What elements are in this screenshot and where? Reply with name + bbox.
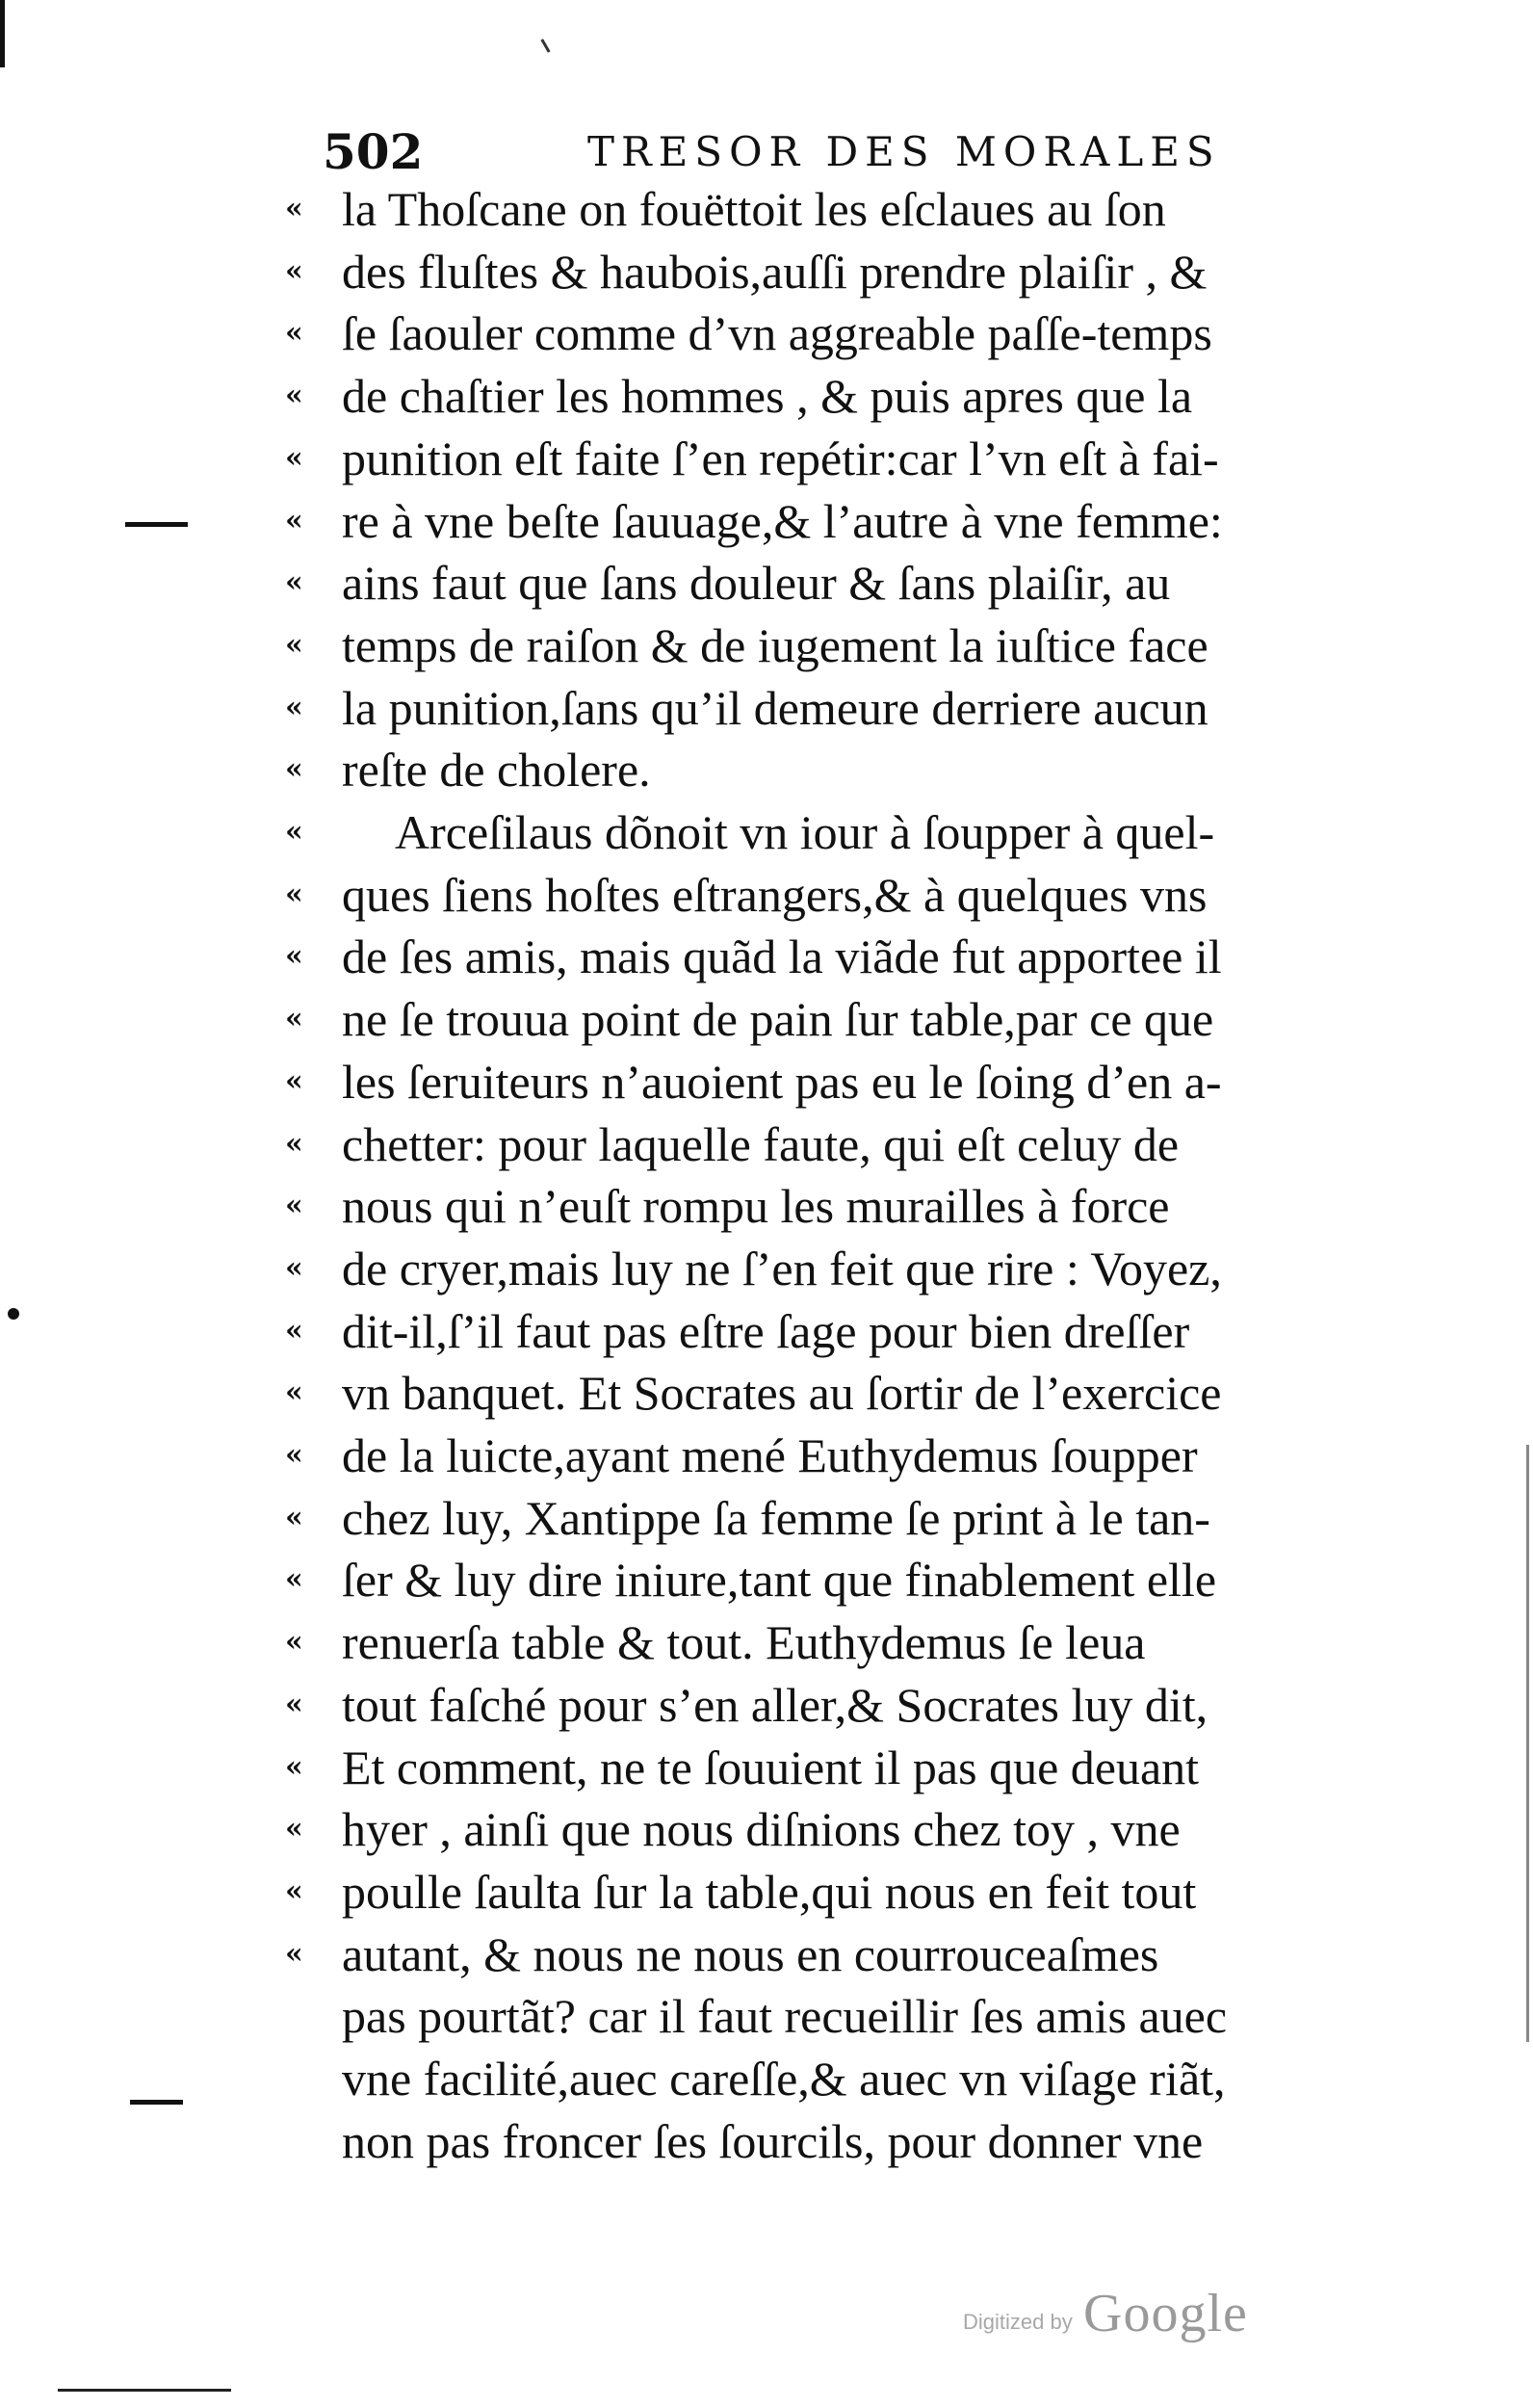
line-text: vn banquet. Et Socrates au ſortir de l’exercice <box>342 1366 1222 1420</box>
page-number: 502 <box>323 123 424 180</box>
quotation-mark: « <box>285 1375 303 1409</box>
line-text: ques ſiens hoſtes eſtrangers,& à quelques vns <box>342 868 1208 922</box>
quotation-mark: « <box>285 504 303 537</box>
text-line <box>0 1175 1533 1237</box>
text-line <box>0 1487 1533 1549</box>
text-line <box>0 1300 1533 1362</box>
text-line <box>0 241 1533 302</box>
quotation-mark: « <box>285 1688 303 1721</box>
text-line <box>0 1362 1533 1424</box>
quotation-mark: « <box>285 939 303 973</box>
text-line <box>0 1425 1533 1486</box>
quotation-mark: « <box>285 1874 303 1908</box>
text-line <box>0 864 1533 926</box>
quotation-mark: « <box>285 877 303 911</box>
line-text: vne facilité,auec careſſe,& auec vn viſage riãt, <box>342 2052 1226 2106</box>
text-line <box>0 178 1533 240</box>
quotation-mark: « <box>285 1314 303 1348</box>
line-text: temps de raiſon & de iugement la iuſtice face <box>342 618 1208 672</box>
quotation-mark: « <box>285 1438 303 1472</box>
text-line <box>0 801 1533 863</box>
quotation-mark: « <box>285 379 303 412</box>
quotation-mark: « <box>285 1562 303 1596</box>
line-text: renuerſa table & tout. Euthydemus ſe leua <box>342 1615 1146 1669</box>
quotation-mark: « <box>285 815 303 849</box>
text-line <box>0 302 1533 364</box>
text-line <box>0 552 1533 614</box>
text-line <box>0 428 1533 489</box>
line-text: de cryer,mais luy ne ſ’en feit que rire : Voyez, <box>342 1242 1222 1296</box>
text-line <box>0 739 1533 800</box>
quotation-mark: « <box>285 1189 303 1222</box>
line-text: chez luy, Xantippe ſa femme ſe print à le tan- <box>342 1491 1210 1545</box>
text-line <box>0 988 1533 1050</box>
line-text: Et comment, ne te ſouuient il pas que deuant <box>342 1741 1200 1794</box>
line-text: ſer & luy dire iniure,tant que finablement elle <box>342 1553 1217 1607</box>
text-line <box>0 1113 1533 1175</box>
line-text: reſte de cholere. <box>342 743 651 797</box>
line-text: de la luicte,ayant mené Euthydemus ſoupper <box>342 1428 1198 1482</box>
line-text: ne ſe trouua point de pain ſur table,par ce que <box>342 992 1214 1046</box>
text-line <box>0 926 1533 987</box>
bottom-rule <box>58 2389 231 2392</box>
quotation-mark: « <box>285 752 303 786</box>
line-text: poulle ſaulta ſur la table,qui nous en feit tout <box>342 1865 1197 1919</box>
quotation-mark: « <box>285 1127 303 1161</box>
quotation-mark: « <box>285 1625 303 1659</box>
margin-dash <box>125 522 188 527</box>
text-line <box>0 615 1533 676</box>
digitized-label: Digitized by <box>963 2310 1073 2334</box>
quotation-mark: « <box>285 254 303 288</box>
google-logo: Google <box>1083 2284 1248 2343</box>
quotation-mark: « <box>285 441 303 475</box>
text-line <box>0 677 1533 739</box>
line-text: la punition,ſans qu’il demeure derriere aucun <box>342 681 1208 735</box>
line-text: dit-il,ſ’il faut pas eſtre ſage pour bien dreſſer <box>342 1304 1190 1358</box>
line-text: chetter: pour laquelle faute, qui eſt celuy de <box>342 1117 1180 1171</box>
quotation-mark: « <box>285 1501 303 1534</box>
digitization-watermark <box>963 2283 1348 2350</box>
text-line <box>0 365 1533 427</box>
page-edge-line <box>1526 1445 1529 2042</box>
line-text: hyer , ainſi que nous diſnions chez toy , vne <box>342 1802 1181 1856</box>
ink-speck <box>8 1308 19 1320</box>
ink-tick <box>540 39 550 52</box>
line-text: Arceſilaus dõnoit vn iour à ſoupper à quel- <box>395 805 1215 859</box>
line-text: re à vne beſte ſauuage,& l’autre à vne femme: <box>342 494 1223 548</box>
text-line <box>0 1737 1533 1798</box>
line-text: la Thoſcane on fouëttoit les eſclaues au ſon <box>342 182 1166 236</box>
quotation-mark: « <box>285 1812 303 1845</box>
line-text: pas pourtãt? car il faut recueillir ſes amis auec <box>342 1989 1228 2043</box>
quotation-mark: « <box>285 1937 303 1971</box>
line-text: non pas froncer ſes ſourcils, pour donner vne <box>342 2114 1204 2168</box>
quotation-mark: « <box>285 1002 303 1035</box>
line-text: les ſeruiteurs n’auoient pas eu le ſoing d’en a- <box>342 1055 1222 1109</box>
line-text: autant, & nous ne nous en courrouceaſmes <box>342 1927 1159 1981</box>
page-header <box>323 123 1286 181</box>
quotation-mark: « <box>285 565 303 599</box>
quotation-mark: « <box>285 192 303 225</box>
quotation-mark: « <box>285 628 303 662</box>
line-text: punition eſt faite ſ’en repétir:car l’vn eſt à fai- <box>342 432 1219 485</box>
text-line <box>0 1798 1533 1860</box>
text-line <box>0 490 1533 552</box>
line-text: tout faſché pour s’en aller,& Socrates luy dit, <box>342 1678 1208 1732</box>
line-text: ains faut que ſans douleur & ſans plaiſir, au <box>342 556 1171 610</box>
quotation-mark: « <box>285 316 303 350</box>
text-line <box>0 1611 1533 1673</box>
line-text: de ſes amis, mais quãd la viãde fut apportee il <box>342 929 1222 983</box>
text-line <box>0 1861 1533 1923</box>
line-text: des fluſtes & haubois,auſſi prendre plaiſir , & <box>342 245 1208 299</box>
quotation-mark: « <box>285 691 303 724</box>
quotation-mark: « <box>285 1064 303 1098</box>
margin-dash <box>130 2100 183 2105</box>
text-line <box>0 1549 1533 1610</box>
quotation-mark: « <box>285 1251 303 1285</box>
text-line <box>0 1238 1533 1299</box>
text-line <box>0 1051 1533 1112</box>
text-line <box>0 2110 1533 2172</box>
running-title: TRESOR DES MORALES <box>587 128 1221 175</box>
line-text: de chaſtier les hommes , & puis apres que la <box>342 369 1193 423</box>
quotation-mark: « <box>285 1750 303 1784</box>
text-line <box>0 2048 1533 2109</box>
line-text: ſe ſaouler comme d’vn aggreable paſſe-temps <box>342 306 1212 360</box>
page-corner-mark <box>0 0 24 67</box>
line-text: nous qui n’euſt rompu les murailles à force <box>342 1179 1170 1233</box>
text-line <box>0 1924 1533 1985</box>
text-line <box>0 1674 1533 1736</box>
text-line <box>0 1985 1533 2047</box>
